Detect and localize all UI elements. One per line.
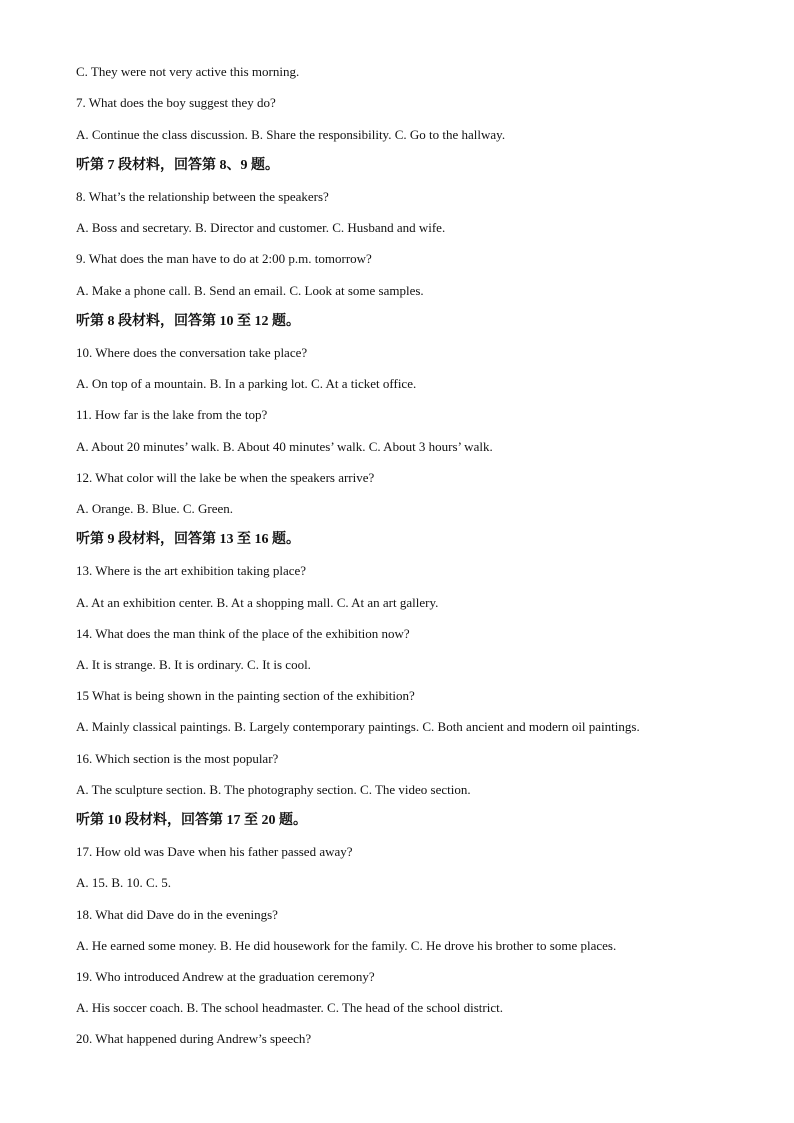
question-line: 19. Who introduced Andrew at the graduation ceremony?: [76, 969, 375, 984]
question-line: 13. Where is the art exhibition taking place?: [76, 563, 307, 578]
options-line: A. Boss and secretary. B. Director and customer. C. Husband and wife.: [76, 220, 446, 235]
section-heading: 听第 10 段材料，回答第 17 至 20 题。: [76, 813, 307, 828]
question-line: 14. What does the man think of the place of the exhibition now?: [76, 626, 410, 641]
options-line: A. Continue the class discussion. B. Share the responsibility. C. Go to the hallway.: [76, 127, 506, 142]
question-line: 12. What color will the lake be when the speakers arrive?: [76, 470, 375, 485]
question-line: 16. Which section is the most popular?: [76, 751, 279, 766]
section-heading: 听第 9 段材料，回答第 13 至 16 题。: [76, 532, 300, 547]
section-heading: 听第 7 段材料，回答第 8、9 题。: [76, 158, 279, 173]
question-line: 17. How old was Dave when his father passed away?: [76, 844, 353, 859]
options-line: A. He earned some money. B. He did housework for the family. C. He drove his brother to some places.: [76, 938, 617, 953]
options-line: A. About 20 minutes’ walk. B. About 40 minutes’ walk. C. About 3 hours’ walk.: [76, 439, 493, 454]
options-line: A. At an exhibition center. B. At a shopping mall. C. At an art gallery.: [76, 595, 439, 610]
question-line: 20. What happened during Andrew’s speech?: [76, 1031, 312, 1046]
options-line: A. The sculpture section. B. The photography section. C. The video section.: [76, 782, 471, 797]
options-line: A. Mainly classical paintings. B. Largely contemporary paintings. C. Both ancient and modern oil paintings.: [76, 719, 640, 734]
options-line: A. His soccer coach. B. The school headmaster. C. The head of the school district.: [76, 1000, 503, 1015]
options-line: A. 15. B. 10. C. 5.: [76, 875, 171, 890]
question-line: 10. Where does the conversation take place?: [76, 345, 308, 360]
question-line: 7. What does the boy suggest they do?: [76, 95, 276, 110]
options-line: A. It is strange. B. It is ordinary. C. It is cool.: [76, 657, 311, 672]
options-line: A. Orange. B. Blue. C. Green.: [76, 501, 234, 516]
question-line: 18. What did Dave do in the evenings?: [76, 907, 278, 922]
options-line: A. On top of a mountain. B. In a parking lot. C. At a ticket office.: [76, 376, 417, 391]
section-heading: 听第 8 段材料，回答第 10 至 12 题。: [76, 314, 300, 329]
question-line: 9. What does the man have to do at 2:00 p.m. tomorrow?: [76, 251, 372, 266]
question-line: 8. What’s the relationship between the speakers?: [76, 189, 329, 204]
text-line: C. They were not very active this morning.: [76, 64, 300, 79]
question-line: 11. How far is the lake from the top?: [76, 407, 268, 422]
options-line: A. Make a phone call. B. Send an email. C. Look at some samples.: [76, 283, 424, 298]
question-line: 15 What is being shown in the painting section of the exhibition?: [76, 688, 415, 703]
